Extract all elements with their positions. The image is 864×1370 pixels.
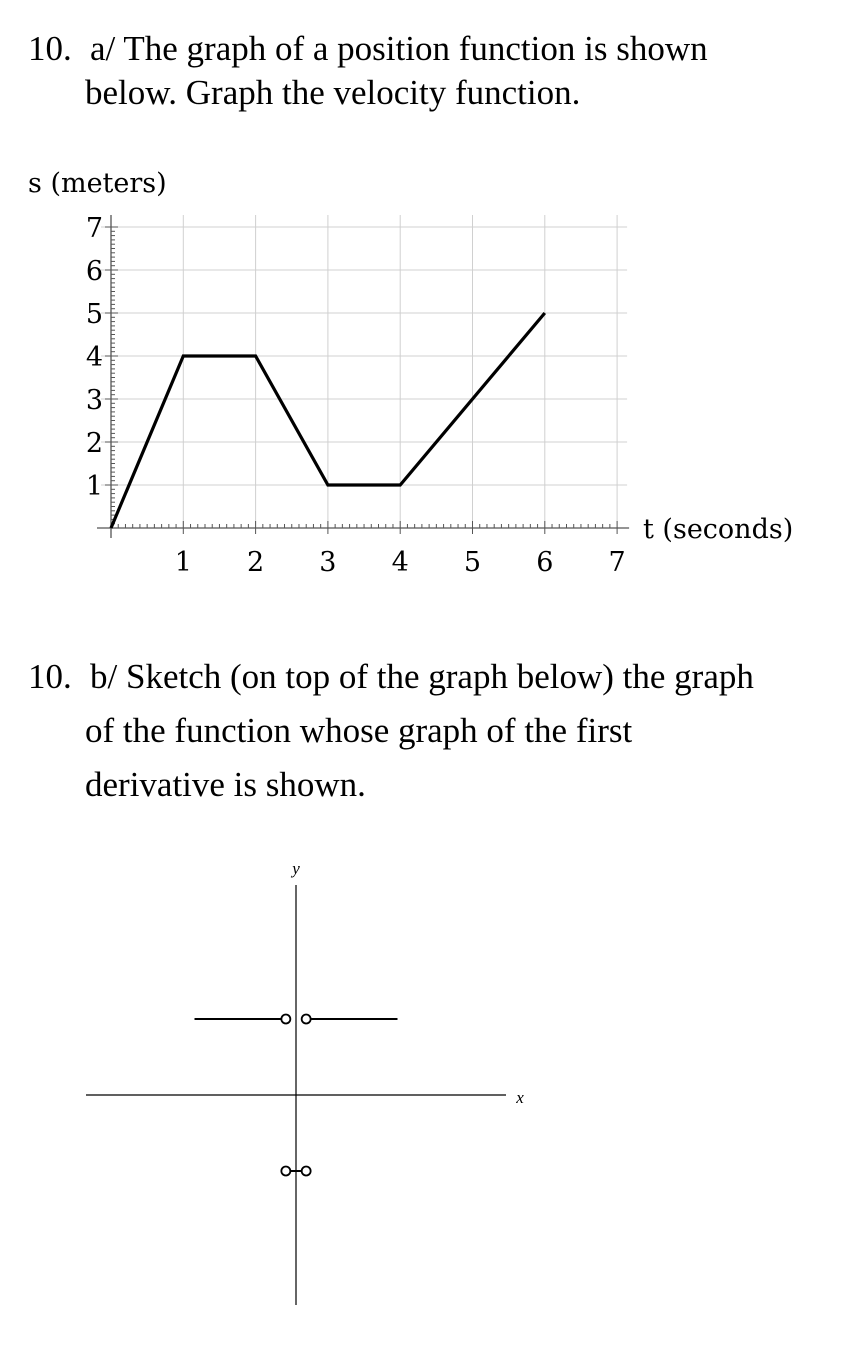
- open-endpoint: [281, 1167, 290, 1176]
- x-tick-label: 5: [463, 547, 482, 578]
- y-tick-label: 5: [85, 299, 103, 330]
- y-tick-label: 2: [85, 428, 103, 459]
- x-tick-label: 4: [391, 547, 409, 578]
- y-tick-label: 1: [85, 471, 103, 502]
- question-b-number: 10.: [28, 657, 72, 696]
- y-axis-label: y: [292, 859, 300, 878]
- open-endpoint: [281, 1015, 290, 1024]
- question-a-number: 10.: [28, 29, 72, 68]
- x-tick-label: 3: [319, 547, 337, 578]
- question-b-line1: b/ Sketch (on top of the graph below) the graph: [90, 657, 754, 696]
- question-a-line1: a/ The graph of a position function is shown: [90, 29, 708, 68]
- x-tick-label: 6: [536, 547, 554, 578]
- question-b-line3: derivative is shown.: [85, 765, 366, 804]
- position-chart: [28, 168, 793, 578]
- y-tick-label: 6: [85, 256, 103, 287]
- derivative-chart: [86, 859, 524, 1305]
- y-axis-label: s (meters): [28, 168, 167, 199]
- y-tick-label: 7: [85, 213, 103, 244]
- x-tick-label: 2: [247, 547, 265, 578]
- y-tick-label: 4: [85, 342, 103, 373]
- x-axis-label: t (seconds): [643, 514, 794, 545]
- question-a-line2: below. Graph the velocity function.: [85, 73, 581, 112]
- x-tick-label: 7: [608, 547, 626, 578]
- x-axis-label: x: [516, 1088, 524, 1107]
- y-tick-label: 3: [85, 385, 103, 416]
- open-endpoint: [302, 1167, 311, 1176]
- x-tick-label: 1: [174, 547, 192, 578]
- question-b-line2: of the function whose graph of the first: [85, 711, 633, 750]
- open-endpoint: [302, 1015, 311, 1024]
